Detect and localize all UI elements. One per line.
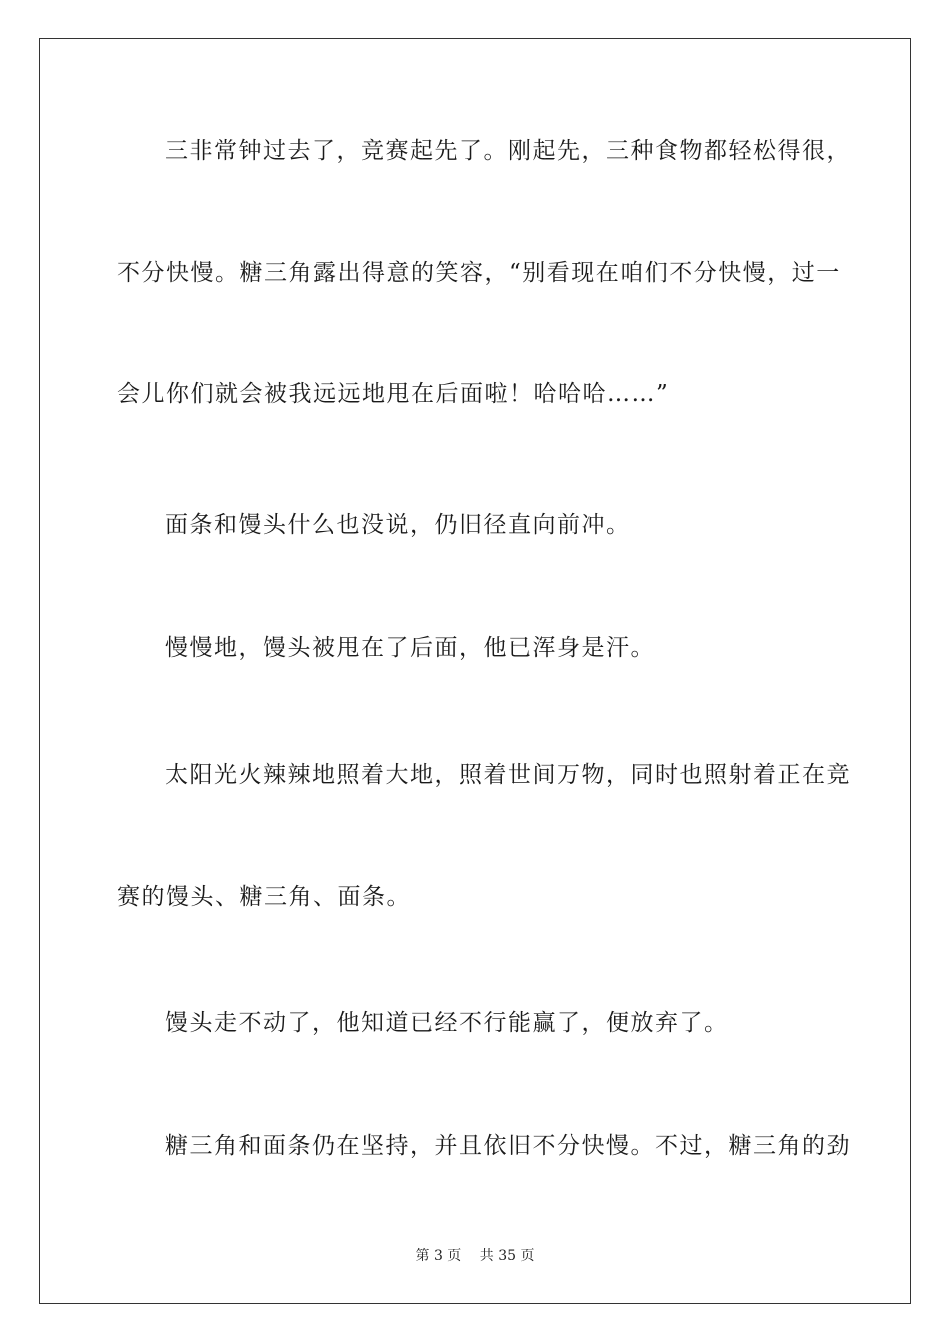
paragraph-line: 糖三角和面条仍在坚持，并且依旧不分快慢。不过，糖三角的劲 — [165, 1133, 851, 1159]
paragraph-line: 三非常钟过去了，竞赛起先了。刚起先，三种食物都轻松得很， — [165, 138, 851, 164]
paragraph-line: 慢慢地，馒头被甩在了后面，他已浑身是汗。 — [165, 635, 655, 661]
paragraph-line: 会儿你们就会被我远远地甩在后面啦！哈哈哈……” — [117, 381, 670, 407]
page-number-footer: 第 3 页 共 35 页 — [415, 1248, 535, 1264]
paragraph-line: 不分快慢。糖三角露出得意的笑容，“别看现在咱们不分快慢，过一 — [117, 260, 841, 286]
paragraph-line: 面条和馒头什么也没说，仍旧径直向前冲。 — [165, 512, 631, 538]
paragraph-line: 赛的馒头、糖三角、面条。 — [117, 884, 411, 910]
paragraph-line: 馒头走不动了，他知道已经不行能赢了，便放弃了。 — [165, 1010, 729, 1036]
paragraph-line: 太阳光火辣辣地照着大地，照着世间万物，同时也照射着正在竞 — [165, 762, 851, 788]
page-border — [39, 38, 911, 1304]
